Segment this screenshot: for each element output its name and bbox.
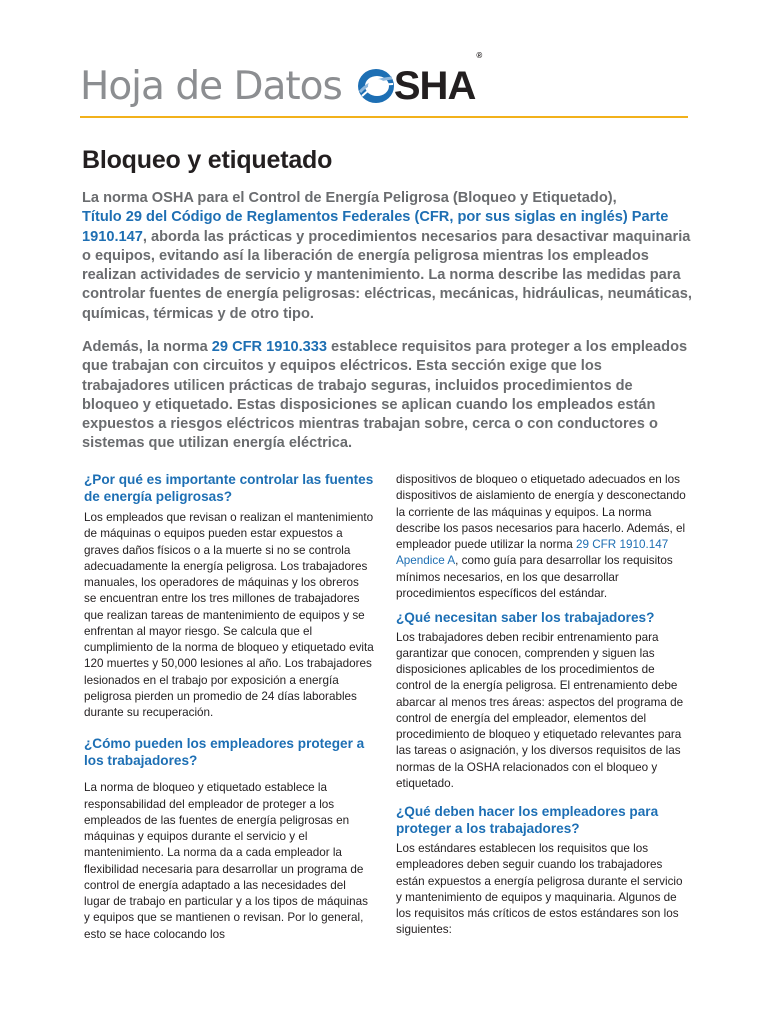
fact-sheet-title: Hoja de Datos (80, 63, 342, 109)
cfr-1910-333-link[interactable]: 29 CFR 1910.333 (211, 339, 327, 355)
section-heading-why-control: ¿Por qué es importante controlar las fuentes de energía peligrosas? (84, 472, 374, 504)
section-body-how-employers-protect: La norma de bloqueo y etiquetado establece la responsabilidad del empleador de proteger a los empleados de las fuentes de energía peligrosas en máquinas y equipos durante el servicio y el mantenimiento. La norma da a cada empleador la flexibilidad necesaria para desarrollar un programa de control de energía adaptado a las necesidades del lugar de trabajo en particular y a los tipos de máquinas y equipos que se mantienen o revisan. Por lo general, esto se hace colocando los (84, 781, 368, 941)
osha-logo-o-icon (356, 66, 396, 106)
osha-logo (356, 51, 482, 108)
osha-logo-text: SHA® (393, 51, 482, 108)
page-header (80, 51, 482, 110)
cfr-1910-147-link[interactable]: Título 29 del Código de Reglamentos Federales (CFR, por sus siglas en inglés) Parte 1910.147 (82, 209, 669, 245)
section-heading-what-workers-need: ¿Qué necesitan saber los trabajadores? (396, 610, 655, 625)
left-column (84, 472, 374, 943)
section-heading-what-employers-must-do: ¿Qué deben hacer los empleadores para proteger a los trabajadores? (396, 804, 659, 836)
right-column (396, 472, 686, 939)
cfr-1910-147-appendix-a-link[interactable]: 29 CFR 1910.147 Apendice A (396, 538, 669, 568)
header-divider (80, 116, 688, 118)
document-title: Bloqueo y etiquetado (82, 146, 333, 174)
intro-paragraph-1: La norma OSHA para el Control de Energía Peligrosa (Bloqueo y Etiquetado), Título 29 del Código de Reglamentos Federales (CFR, por sus siglas en inglés) Parte 1910.147, aborda las prácticas y procedimientos necesarios para desactivar maquinaria o equipos, evitando así la liberación de energía peligrosa mientras los empleados realizan actividades de servicio y mantenimiento. La norma describe las medidas para controlar fuentes de energía peligrosas: eléctricas, mecánicas, hidráulicas, neumáticas, químicas, térmicas y de otro tipo. (82, 190, 692, 322)
section-body-why-control: Los empleados que revisan o realizan el mantenimiento de máquinas o equipos pueden estar expuestos a graves daños físicos o a la muerte si no se controla adecuadamente la energía peligrosa. Los trabajadores manuales, los operadores de máquinas y los obreros se encuentran entre los tres millones de trabajadores que realizan tareas de mantenimiento de equipos y se enfrentan al mayor riesgo. Se calcula que el cumplimiento de la norma de bloqueo y etiquetado evita 120 muertes y 50,000 lesiones al año. Los trabajadores lesionados en el trabajo por exposición a energía peligrosa pierden un promedio de 24 días laborables durante su recuperación. (84, 511, 374, 719)
section-heading-how-employers-protect: ¿Cómo pueden los empleadores proteger a los trabajadores? (84, 736, 365, 768)
continued-paragraph: dispositivos de bloqueo o etiquetado adecuados en los dispositivos de aislamiento de energía y desconectando la corriente de las máquinas y equipos. La norma describe los pasos necesarios para hacerlo. Además, el empleador puede utilizar la norma 29 CFR 1910.147 Apendice A, como guía para desarrollar los requisitos mínimos necesarios, en los que desarrollar procedimientos específicos del estándar. (396, 473, 686, 600)
section-body-what-employers-must-do: Los estándares establecen los requisitos que los empleadores deben seguir cuando los trabajadores están expuestos a energía peligrosa durante el servicio y mantenimiento de equipos y maquinaria. Algunos de los requisitos más críticos de estos estándares son los siguientes: (396, 842, 683, 937)
section-body-what-workers-need: Los trabajadores deben recibir entrenamiento para garantizar que conocen, comprenden y siguen las disposiciones aplicables de los procedimientos de control de la energía peligrosa. El entrenamiento debe abarcar al menos tres áreas: aspectos del programa de control de energía del empleador, elementos del procedimiento de bloqueo y etiquetado relevantes para las tareas o asignación, y los diversos requisitos de las normas de la OSHA relacionados con el bloqueo y etiquetado. (396, 630, 684, 790)
intro-paragraph-2: Además, la norma 29 CFR 1910.333 establece requisitos para proteger a los empleados que trabajan con circuitos y equipos eléctricos. Esta sección exige que los trabajadores utilicen prácticas de trabajo seguras, incluidos procedimientos de bloqueo y etiquetado. Estas disposiciones se aplican cuando los empleados están expuestos a riesgos eléctricos mientras trabajan sobre, cerca o con conductores o sistemas que utilizan energía eléctrica. (82, 339, 688, 452)
